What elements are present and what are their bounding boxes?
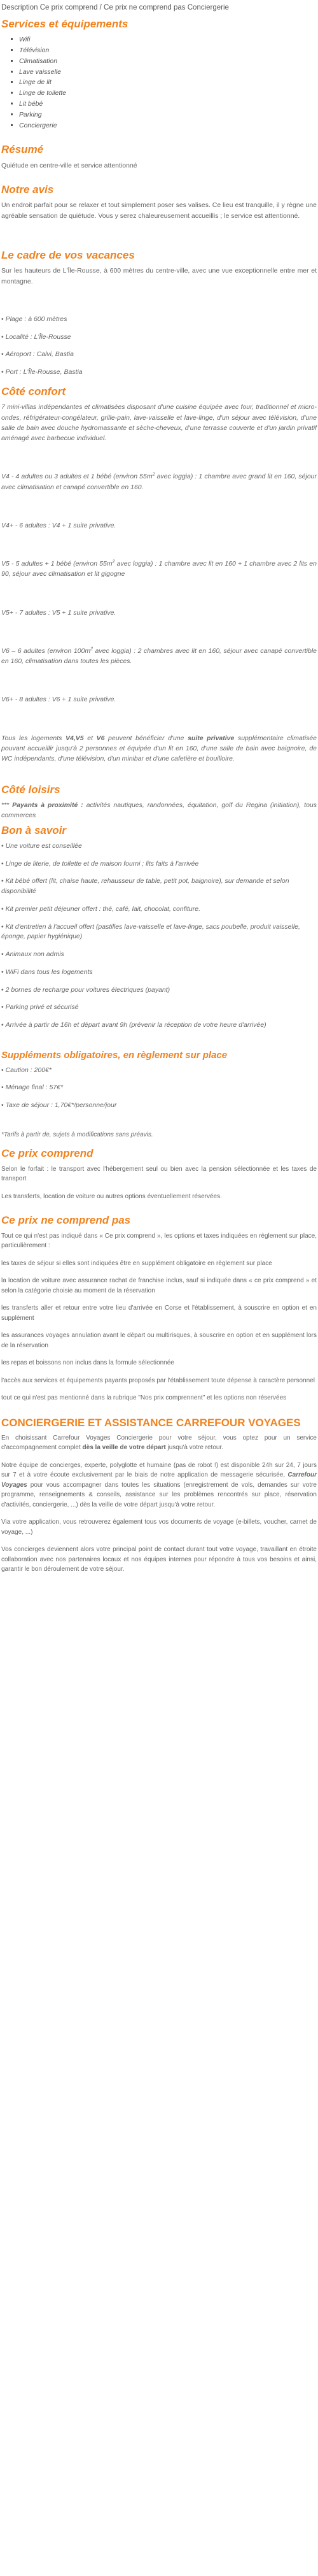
services-title: Services et équipements bbox=[1, 17, 128, 30]
avis-text: Un endroit parfait pour se relaxer et tout simplement poser ses valises. Ce lieu est tranquille, il y règne une agréable sensation de quiétude. Vous y serez chaleureusement accueillis ; le service est attentionné. bbox=[1, 201, 317, 220]
confort-v5plus: V5+ - 7 adultes : V5 + 1 suite privative. bbox=[1, 608, 116, 617]
avis-title: Notre avis bbox=[1, 183, 54, 196]
savoir-item: • Parking privé et sécurisé bbox=[0, 1003, 318, 1013]
necomprend-item: l'accès aux services et équipements payants proposés par l'établissement toute dépense à caractère personnel bbox=[1, 1377, 315, 1384]
loisirs-title: Côté loisirs bbox=[1, 783, 60, 796]
necomprend-item: Tout ce qui n'est pas indiqué dans « Ce prix comprend », les options et taxes indiquées en règlement sur place, particulièrement : bbox=[1, 1232, 317, 1250]
confort-intro: 7 mini-villas indépendantes et climatisées disposant d'une cuisine équipée avec four, traditionnel et micro-ondes, réfrigérateur-congélateur, grille-pain, lave-vaisselle et lave-linge, d'un séjour avec télévision, d'une salle de bain avec douche hydromassante et sèche-cheveux, d'une terrasse couverte et d'un jardin privatif aménagé avec barbecue individuel. bbox=[1, 403, 317, 443]
supplement-item: • Caution : 200€* bbox=[0, 1066, 318, 1076]
supplement-item: • Ménage final : 57€* bbox=[0, 1083, 318, 1093]
cadre-item: • Plage : à 600 mètres bbox=[0, 315, 318, 325]
resume-title: Résumé bbox=[1, 143, 44, 156]
necomprend-item: les taxes de séjour si elles sont indiquées être en supplément obligatoire en règlement sur place bbox=[1, 1259, 272, 1267]
services-item: ▪ Linge de toilette bbox=[19, 88, 318, 99]
savoir-item: • Kit bébé offert (lit, chaise haute, rehausseur de table, petit pot, baignoire), sur demande et selon disponibilité bbox=[0, 877, 318, 897]
confort-v5: V5 - 5 adultes + 1 bébé (environ $55m^2$ avec loggia) : 1 chambre avec lit en 160 + 1 chambre avec 2 lits en 90, séjour avec climatisation et lit gigogne bbox=[1, 559, 317, 578]
necomprend-title: Ce prix ne comprend pas bbox=[1, 1214, 131, 1227]
necomprend-item: les transferts aller et retour entre votre lieu d'arrivée en Corse et l'établissement, à souscrire en option et en supplément bbox=[1, 1305, 317, 1322]
services-item: ▪ Télévision bbox=[19, 45, 318, 56]
conciergerie-p4: Vos concierges deviennent alors votre principal point de contact durant tout votre voyage, travaillant en étroite collaboration avec nos partenaires locaux et nos équipes internes pour répondre à tous vos besoins et ainsi, garantir le bon déroulement de votre séjour. bbox=[1, 1546, 317, 1573]
confort-v4: V4 - 4 adultes ou 3 adultes et 1 bébé (environ $55m^2$ avec loggia) : 1 chambre avec grand lit en 160, séjour avec climatisation et canapé convertible en 160. bbox=[1, 472, 317, 491]
loisirs-text: *** Payants à proximité : activités nautiques, randonnées, équitation, golf du Regina (initiation), tous commerces bbox=[1, 801, 317, 820]
confort-v4plus: V4+ - 6 adultes : V4 + 1 suite privative. bbox=[1, 521, 116, 529]
confort-v6plus: V6+ - 8 adultes : V6 + 1 suite privative. bbox=[1, 696, 116, 704]
services-item: ▪ Conciergerie bbox=[19, 120, 318, 131]
savoir-title: Bon à savoir bbox=[1, 824, 67, 837]
savoir-item: • Arrivée à partir de 16h et départ avant 9h (prévenir la réception de votre heure d'arrivée) bbox=[0, 1020, 318, 1031]
supplements-title: Suppléments obligatoires, en règlement sur place bbox=[1, 1049, 228, 1061]
services-list bbox=[0, 34, 318, 131]
services-item: ▪ Climatisation bbox=[19, 56, 318, 67]
conciergerie-title: CONCIERGERIE ET ASSISTANCE CARREFOUR VOYAGES bbox=[1, 1416, 301, 1429]
confort-v6: V6 – 6 adultes (environ $100m^2$ avec loggia) : 2 chambres avec lit en 160, séjour avec canapé convertible en 160, climatisation dans toutes les pièces. bbox=[1, 647, 317, 666]
description-tabs[interactable]: Description Ce prix comprend / Ce prix ne comprend pas Conciergerie bbox=[1, 4, 229, 11]
cadre-text: Sur les hauteurs de L'Île-Rousse, à 600 mètres du centre-ville, avec une vue exceptionnelle entre mer et montagne. bbox=[1, 267, 317, 285]
resume-text: Quiétude en centre-ville et service attentionné bbox=[1, 161, 137, 169]
supplements-note: *Tarifs à partir de, sujets à modifications sans préavis. bbox=[1, 1131, 153, 1138]
conciergerie-p2: Notre équipe de concierges, experte, polyglotte et humaine (pas de robot !) est disponible 24h sur 24, 7 jours sur 7 et à votre écoute exclusivement par le biais de notre application de messagerie sécurisée, Carrefour Voyages pour vous accompagner dans toutes les situations (enregistrement de vols, demandes sur votre programme, renseignements & conseils, assistance sur les problèmes rencontrés sur place, réservation d'activités, conciergerie, ...) dès la veille de votre départ jusqu'à votre retour. bbox=[1, 1461, 317, 1508]
cadre-item: • Aéroport : Calvi, Bastia bbox=[0, 350, 318, 360]
comprend-text-2: Les transferts, location de voiture ou autres options éventuellement réservées. bbox=[1, 1192, 222, 1200]
cadre-item: • Port : L'Île-Rousse, Bastia bbox=[0, 368, 318, 378]
confort-title: Côté confort bbox=[1, 385, 66, 397]
services-item: ▪ Linge de lit bbox=[19, 77, 318, 88]
necomprend-item: les assurances voyages annulation avant le départ ou multirisques, à souscrire en option et en supplément lors de la réservation bbox=[1, 1332, 317, 1349]
savoir-item: • Kit premier petit déjeuner offert : thé, café, lait, chocolat, confiture. bbox=[0, 905, 318, 915]
confort-final: Tous les logements V4,V5 et V6 peuvent bénéficier d'une suite privative supplémentaire climatisée pouvant accueillir jusqu'à 2 personnes et équipée d'un lit en 160, d'une salle de bain avec baignoire, de WC indépendants, d'une télévision, d'un minibar et d'une cafetière et bouilloire. bbox=[1, 734, 317, 763]
services-item: ▪ Parking bbox=[19, 110, 318, 120]
savoir-item: • Animaux non admis bbox=[0, 950, 318, 960]
services-item: ▪ Lit bébé bbox=[19, 99, 318, 110]
conciergerie-p1: En choisissant Carrefour Voyages Conciergerie pour votre séjour, vous optez pour un service d'accompagnement complet dès la veille de votre départ jusqu'à votre retour. bbox=[1, 1434, 317, 1452]
savoir-item: • Kit d'entretien à l'accueil offert (pastilles lave-vaisselle et lave-linge, sacs poubelle, produit vaisselle, éponge, papier hygiénique) bbox=[0, 922, 318, 943]
necomprend-item: la location de voiture avec assurance rachat de franchise inclus, sauf si indiquée dans « ce prix comprend » et selon la catégorie choisie au moment de la réservation bbox=[1, 1277, 317, 1294]
comprend-text: Selon le forfait : le transport avec l'hébergement seul ou bien avec la pension sélectionnée et les taxes de transport bbox=[1, 1165, 317, 1183]
savoir-item: • 2 bornes de recharge pour voitures électriques (payant) bbox=[0, 985, 318, 996]
conciergerie-p3: Via votre application, vous retrouverez également tous vos documents de voyage (e-billets, voucher, carnet de voyage, ...) bbox=[1, 1519, 317, 1536]
necomprend-item: les repas et boissons non inclus dans la formule sélectionnée bbox=[1, 1359, 174, 1367]
savoir-item: • Une voiture est conseillée bbox=[0, 841, 318, 852]
comprend-title: Ce prix comprend bbox=[1, 1147, 93, 1160]
services-item: ▪ Lave vaisselle bbox=[19, 67, 318, 78]
savoir-item: • Linge de literie, de toilette et de maison fourni ; lits faits à l'arrivée bbox=[0, 859, 318, 869]
cadre-title: Le cadre de vos vacances bbox=[1, 248, 135, 261]
necomprend-item: tout ce qui n'est pas mentionné dans la rubrique "Nos prix comprennent" et les options non réservées bbox=[1, 1394, 287, 1402]
services-item: ▪ Wifi bbox=[19, 34, 318, 45]
cadre-item: • Localité : L'Île-Rousse bbox=[0, 333, 318, 343]
supplement-item: • Taxe de séjour : 1,70€*/personne/jour bbox=[0, 1101, 318, 1111]
savoir-item: • WiFi dans tous les logements bbox=[0, 968, 318, 978]
